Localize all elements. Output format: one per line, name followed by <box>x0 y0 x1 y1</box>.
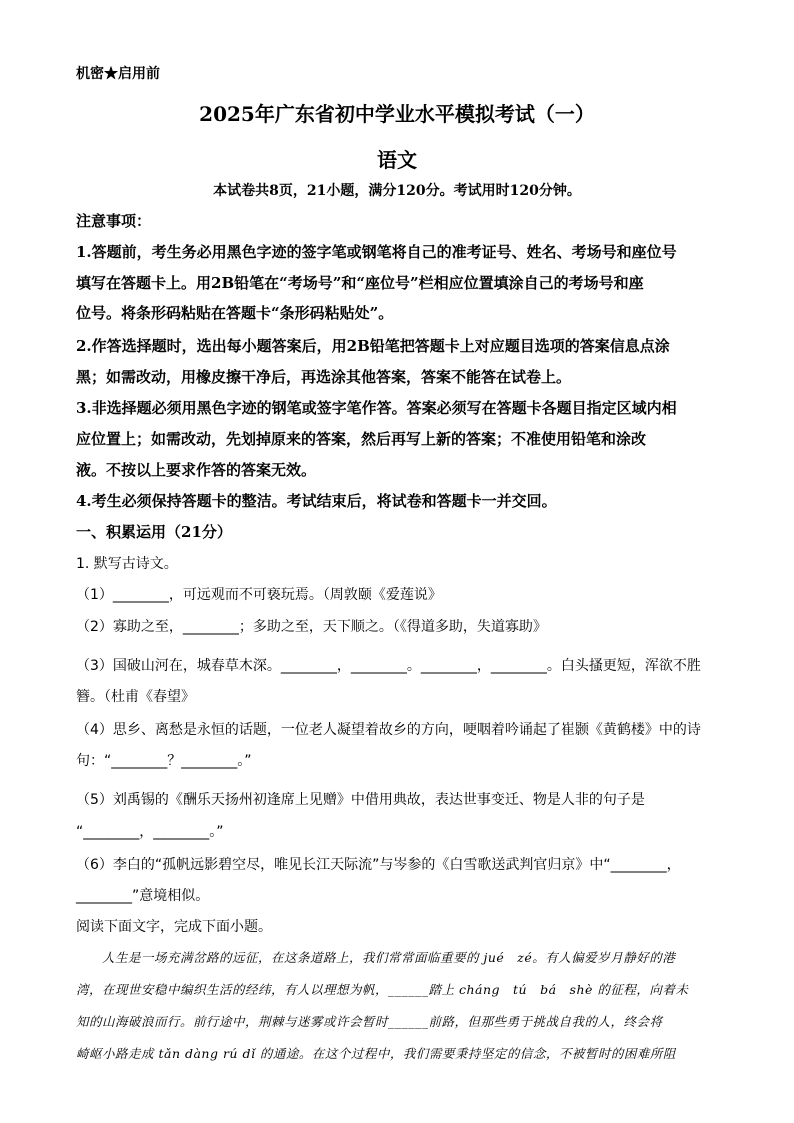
question-item: （4）思乡、离愁是永恒的话题，一位老人凝望着故乡的方向，哽咽着吟诵起了崔颢《黄鹤楼》中的诗 <box>76 722 701 738</box>
notice-line: 位号。将条形码粘贴在答题卡“条形码粘贴处”。 <box>76 304 394 322</box>
notice-line: 应位置上；如需改动，先划掉原来的答案，然后再写上新的答案；不准使用铅笔和涂改 <box>76 430 647 448</box>
question-item: （1）________，可远观而不可亵玩焉。（周敦颐《爱莲说》 <box>76 587 442 603</box>
question-item: （6）李白的“孤帆远影碧空尽，唯见长江天际流”与岑参的《白雪歌送武判官归京》中“________， <box>76 857 681 873</box>
question-item: 句：“________？________。” <box>76 753 252 769</box>
subject-title: 语文 <box>377 148 417 172</box>
question-item: （3）国破山河在，城春草木深。________，________。________，________。白头搔更短，浑欲不胜 <box>76 658 701 674</box>
question-item: ________”意境相似。 <box>76 888 210 904</box>
notice-line: 填写在答题卡上。用2B铅笔在“考场号”和“座位号”栏相应位置填涂自己的考场号和座 <box>76 274 644 292</box>
question-title: 1. 默写古诗文。 <box>76 556 178 572</box>
notice-line: 液。不按以上要求作答的答案无效。 <box>76 461 317 479</box>
exam-title: 2025年广东省初中学业水平模拟考试（一） <box>199 102 595 126</box>
question-item: （5）刘禹锡的《酬乐天扬州初逢席上见赠》中借用典故，表达世事变迁、物是人非的句子是 <box>76 792 645 808</box>
notice-line: 3.非选择题必须用黑色字迹的钢笔或签字笔作答。答案必须写在答题卡各题目指定区域内相 <box>76 399 677 417</box>
confidential-mark: 机密★启用前 <box>76 66 160 82</box>
essay-line: 知的山海破浪而行。前行途中，荆棘与迷雾或许会暂时______前路，但那些勇于挑战自我的人，终会将 <box>76 1014 663 1029</box>
reading-intro: 阅读下面文字，完成下面小题。 <box>76 919 272 935</box>
section-heading: 一、积累运用（21分） <box>76 523 232 541</box>
question-item: （2）寡助之至，________；多助之至，天下顺之。（《得道多助，失道寡助》 <box>76 619 547 635</box>
notice-line: 4.考生必须保持答题卡的整洁。考试结束后，将试卷和答题卡一并交回。 <box>76 492 557 510</box>
notice-line: 1.答题前，考生务必用黑色字迹的签字笔或钢笔将自己的准考证号、姓名、考场号和座位号 <box>76 243 677 261</box>
notice-line: 2.作答选择题时，选出每小题答案后，用2B铅笔把答题卡上对应题目选项的答案信息点涂 <box>76 337 670 355</box>
essay-line: 湾，在现世安稳中编织生活的经纬，有人以理想为帆，______踏上 cháng tú bá shè 的征程，向着未 <box>76 982 689 997</box>
question-item: “________，________。” <box>76 824 224 840</box>
notice-line: 黑；如需改动，用橡皮擦干净后，再选涂其他答案，答案不能答在试卷上。 <box>76 368 572 386</box>
notice-heading: 注意事项： <box>76 212 152 230</box>
question-item: 簪。（杜甫《春望》 <box>76 689 195 705</box>
essay-line: 人生是一场充满岔路的远征，在这条道路上，我们常常面临重要的 jué zé。有人偏爱岁月静好的港 <box>76 950 676 965</box>
essay-line: 崎岖小路走成 tǎn dàng rú dǐ 的通途。在这个过程中，我们需要秉持坚定的信念，不被暂时的困难所阻 <box>76 1046 676 1061</box>
exam-meta: 本试卷共8页，21小题，满分120分。考试用时120分钟。 <box>213 183 581 199</box>
